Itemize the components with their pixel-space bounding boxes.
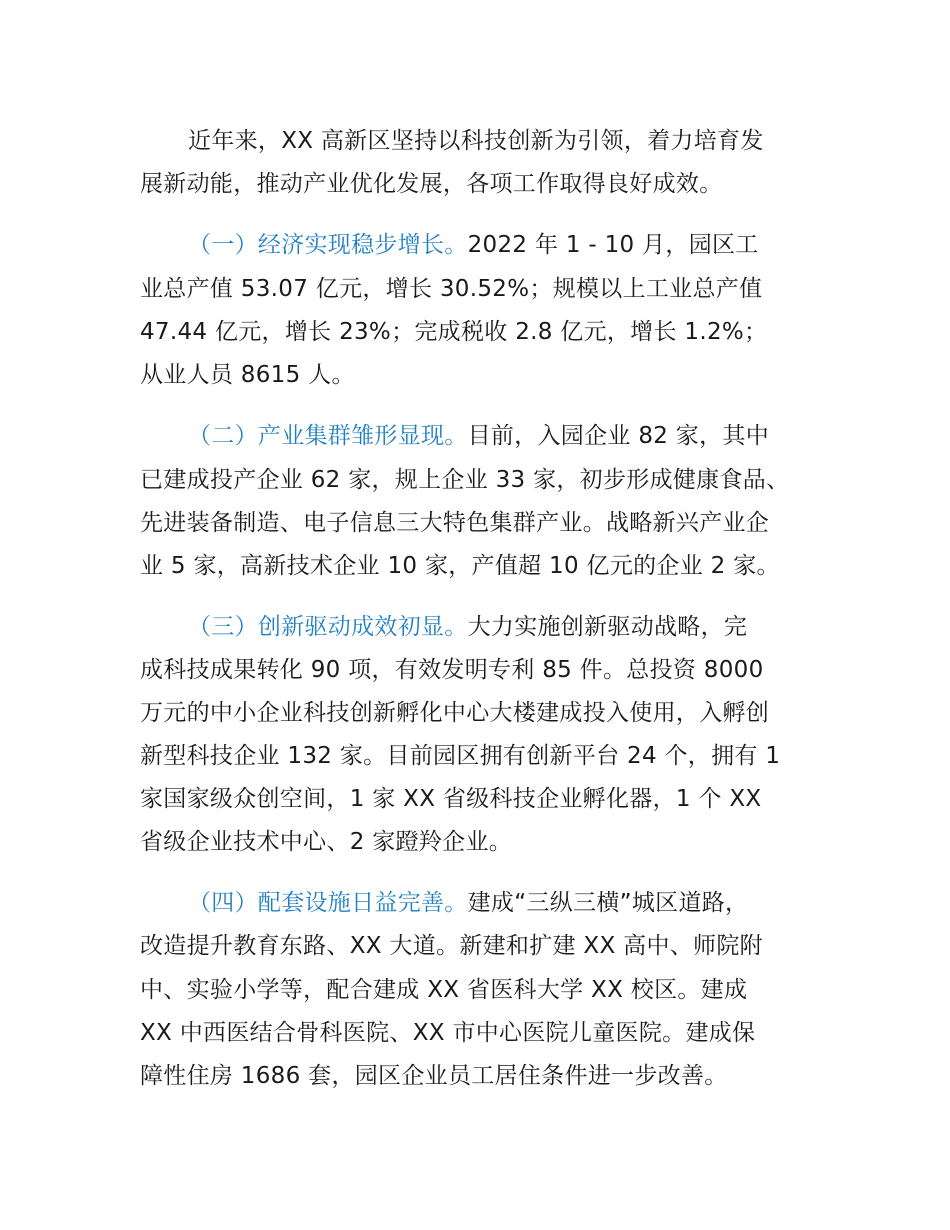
section-3-first-line bbox=[188, 612, 747, 642]
section-4-first-line bbox=[188, 888, 748, 918]
section-3-heading: （三）创新驱动成效初显。 bbox=[188, 614, 468, 640]
section-2-line-3: 先进装备制造、电子信息三大特色集群产业。战略新兴产业企 bbox=[140, 510, 770, 536]
section-3-line-5: 家国家级众创空间，1 家 XX 省级科技企业孵化器，1 个 XX bbox=[140, 786, 762, 812]
section-3-line-2: 成科技成果转化 90 项，有效发明专利 85 件。总投资 8000 bbox=[140, 657, 764, 683]
section-4-line-4: XX 中西医结合骨科医院、XX 市中心医院儿童医院。建成保 bbox=[140, 1020, 756, 1046]
section-1-first-line bbox=[188, 230, 759, 260]
section-1-first-line-text: 2022 年 1 - 10 月，园区工 bbox=[467, 232, 759, 258]
section-3-line-6: 省级企业技术中心、2 家蹬羚企业。 bbox=[140, 829, 513, 855]
section-4-first-line-text: 建成“三纵三横”城区道路， bbox=[467, 890, 749, 916]
intro-line-1: 近年来，XX 高新区坚持以科技创新为引领，着力培育发 bbox=[188, 128, 764, 154]
section-1-line-4: 从业人员 8615 人。 bbox=[140, 362, 355, 388]
section-4-line-3: 中、实验小学等，配合建成 XX 省医科大学 XX 校区。建成 bbox=[140, 977, 748, 1003]
section-4-heading: （四）配套设施日益完善。 bbox=[188, 890, 468, 916]
intro-line-2: 展新动能，推动产业优化发展，各项工作取得良好成效。 bbox=[140, 171, 723, 197]
section-1-heading: （一）经济实现稳步增长。 bbox=[188, 232, 468, 258]
section-3-line-4: 新型科技企业 132 家。目前园区拥有创新平台 24 个，拥有 1 bbox=[140, 743, 781, 769]
section-2-line-2: 已建成投产企业 62 家，规上企业 33 家，初步形成健康食品、 bbox=[140, 467, 790, 493]
section-2-first-line-text: 目前，入园企业 82 家，其中 bbox=[467, 423, 769, 449]
section-2-line-4: 业 5 家，高新技术企业 10 家，产值超 10 亿元的企业 2 家。 bbox=[140, 553, 780, 579]
section-2-heading: （二）产业集群雏形显现。 bbox=[188, 423, 468, 449]
section-1-line-3: 47.44 亿元，增长 23%；完成税收 2.8 亿元，增长 1.2%； bbox=[140, 319, 768, 345]
section-4-line-2: 改造提升教育东路、XX 大道。新建和扩建 XX 高中、师院附 bbox=[140, 933, 763, 959]
section-2-first-line bbox=[188, 421, 769, 451]
section-3-first-line-text: 大力实施创新驱动战略，完 bbox=[467, 614, 748, 640]
section-3-line-3: 万元的中小企业科技创新孵化中心大楼建成投入使用，入孵创 bbox=[140, 700, 770, 726]
section-1-line-2: 业总产值 53.07 亿元，增长 30.52%；规模以上工业总产值 bbox=[140, 276, 763, 302]
section-4-line-5: 障性住房 1686 套，园区企业员工居住条件进一步改善。 bbox=[140, 1063, 728, 1089]
